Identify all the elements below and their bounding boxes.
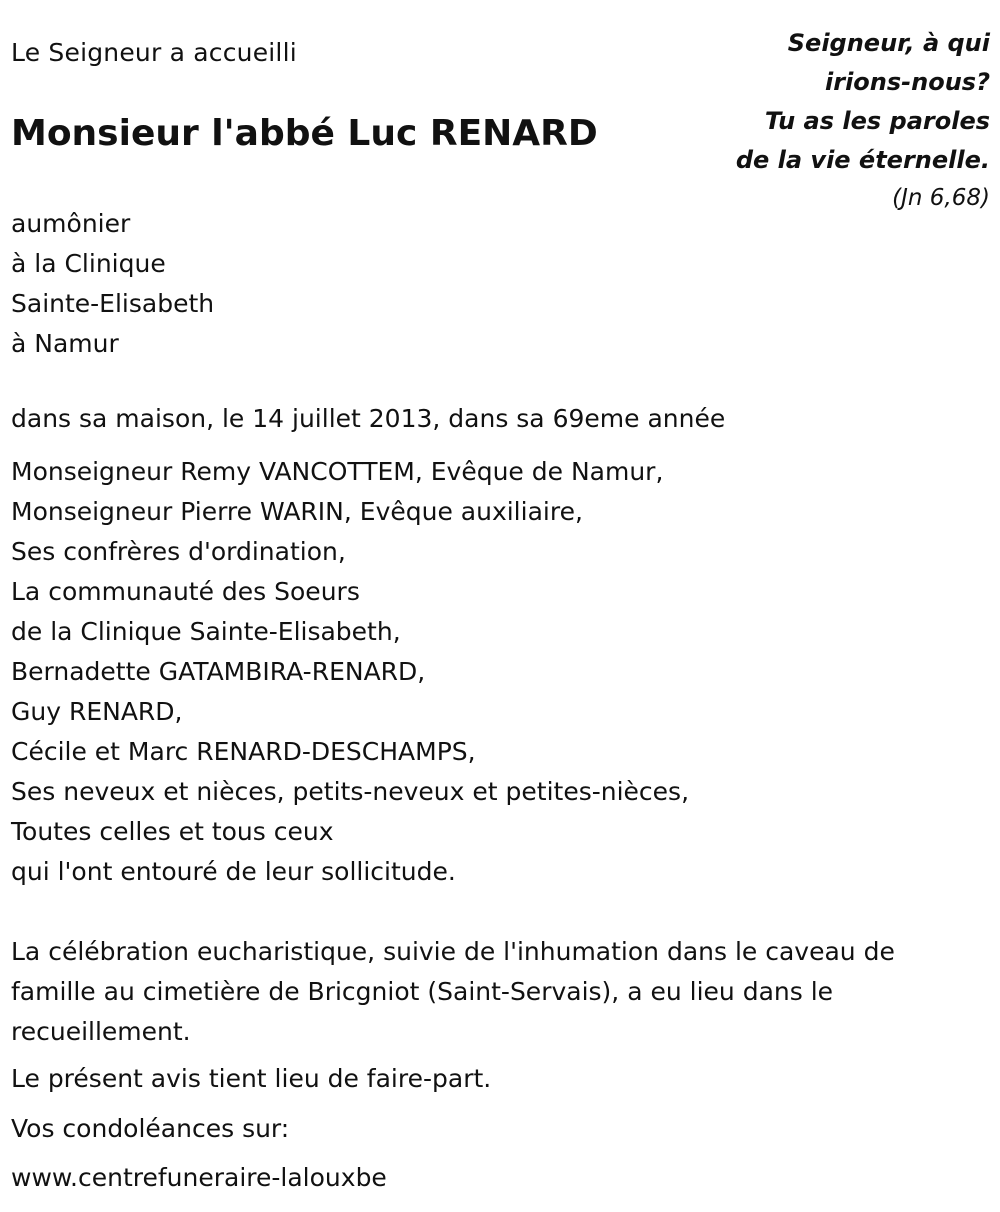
family-line: Cécile et Marc RENARD-DESCHAMPS, <box>11 737 476 766</box>
website-link[interactable]: www.centrefuneraire-lalouxbe <box>11 1163 387 1192</box>
family-line: Bernadette GATAMBIRA-RENARD, <box>11 657 426 686</box>
family-line: Monseigneur Pierre WARIN, Evêque auxiliaire, <box>11 497 583 526</box>
family-line: Ses confrères d'ordination, <box>11 537 346 566</box>
title-line: aumônier <box>11 209 131 238</box>
verse-line: de la vie éternelle. <box>735 146 990 174</box>
verse-line: Tu as les paroles <box>764 107 990 135</box>
notice-text: Le présent avis tient lieu de faire-part. <box>11 1064 492 1093</box>
family-line: de la Clinique Sainte-Elisabeth, <box>11 617 401 646</box>
deceased-title <box>11 204 214 364</box>
family-list <box>11 452 689 892</box>
title-line: à la Clinique <box>11 249 166 278</box>
deceased-name: Monsieur l'abbé Luc RENARD <box>11 113 598 154</box>
verse-line: irions-nous? <box>825 68 990 96</box>
title-line: à Namur <box>11 329 119 358</box>
title-line: Sainte-Elisabeth <box>11 289 215 318</box>
family-line: Guy RENARD, <box>11 697 183 726</box>
family-line: Ses neveux et nièces, petits-neveux et petites-nièces, <box>11 777 690 806</box>
intro-text: Le Seigneur a accueilli <box>11 38 297 67</box>
condolences-label: Vos condoléances sur: <box>11 1114 290 1143</box>
verse-reference: (Jn 6,68) <box>892 185 990 211</box>
verse-line: Seigneur, à qui <box>787 29 990 57</box>
death-date-line: dans sa maison, le 14 juillet 2013, dans sa 69eme année <box>11 404 726 433</box>
family-line: Monseigneur Remy VANCOTTEM, Evêque de Namur, <box>11 457 664 486</box>
family-line: qui l'ont entouré de leur sollicitude. <box>11 857 456 886</box>
celebration-paragraph: La célébration eucharistique, suivie de l'inhumation dans le caveau de famille au cimetière de Bricgniot (Saint-Servais), a eu lieu dans le recueillement. <box>11 937 895 1046</box>
bible-verse <box>736 24 990 216</box>
family-line: Toutes celles et tous ceux <box>11 817 334 846</box>
family-line: La communauté des Soeurs <box>11 577 360 606</box>
